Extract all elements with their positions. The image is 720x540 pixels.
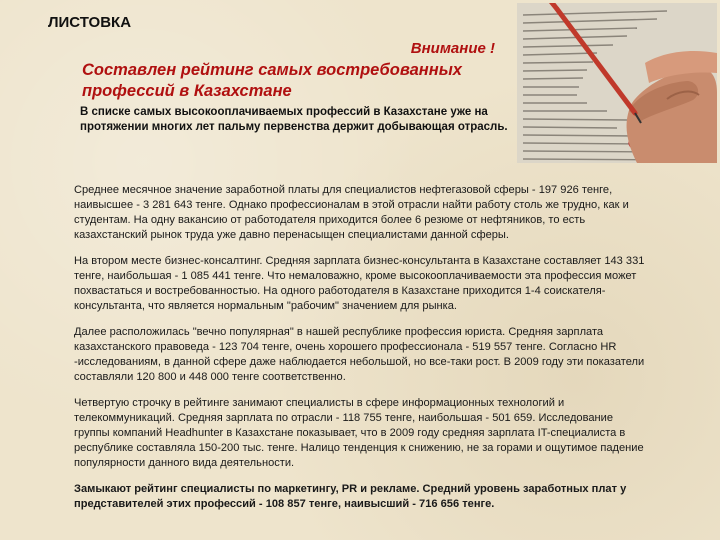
attention-heading: Внимание !	[410, 40, 495, 57]
paragraph-it-telecom: Четвертую строчку в рейтинге занимают специалисты в сфере информационных технологий и телекоммуникаций. Средняя зарплата по отрасли - 118 755 тенге, наибольшая - 501 659. Исследование группы компаний Headhunter в Казахстане показывает, что в 2009 году средняя зарплата IT-специалиста в республике составляла 150-200 тыс. тенге. Налицо тенденция к снижению, не за горами и ощутимое падение популярности данного вида деятельности.	[74, 397, 644, 469]
paragraph-marketing-pr: Замыкают рейтинг специалисты по маркетингу, PR и рекламе. Средний уровень заработных плат у представителей этих профессий - 108 857 тенге, наивысший - 716 656 тенге.	[74, 483, 627, 510]
paragraph-oil-gas: Среднее месячное значение заработной платы для специалистов нефтегазовой сферы - 197 926 тенге, наивысшее - 3 281 643 тенге. Однако профессионалам в этой отрасли найти работу столь же трудно, как и студентам. На одну вакансию от работодателя приходится более 6 резюме от нефтяников, то есть казахстанский рынок труда уже давно перенасыщен специалистами данной сферы.	[74, 184, 629, 241]
paragraph-business-consulting: На втором месте бизнес-консалтинг. Средняя зарплата бизнес-консультанта в Казахстане составляет 143 331 тенге, наибольшая - 1 085 441 тенге. Что немаловажно, кроме высокооплачиваемости эта профессия может похвастаться и востребованностью. На одного работодателя в Казахстане приходится 1-4 соискателя-консультанта, что является нормальным "рабочим" значением для рынка.	[74, 255, 645, 312]
paragraph-lawyer: Далее расположилась "вечно популярная" в нашей республике профессия юриста. Средняя зарплата казахстанского правоведа - 123 704 тенге, очень хорошего профессионала - 519 557 тенге. Согласно HR -исследованиям, в данной сфере даже наблюдается небольшой, но все-таки рост. В 2009 году эти показатели составляли 120 800 и 448 000 тенге соответственно.	[74, 326, 645, 383]
lead-paragraph: В списке самых высокооплачиваемых профессий в Казахстане уже на протяжении многих лет пальму первенства держит добывающая отрасль.	[80, 106, 508, 133]
hand-writing-pencil-newspaper-photo	[517, 3, 717, 163]
page-title: Составлен рейтинг самых востребованных профессий в Казахстане	[82, 61, 462, 100]
leaflet-label: ЛИСТОВКА	[48, 14, 132, 31]
article-body	[74, 183, 646, 523]
